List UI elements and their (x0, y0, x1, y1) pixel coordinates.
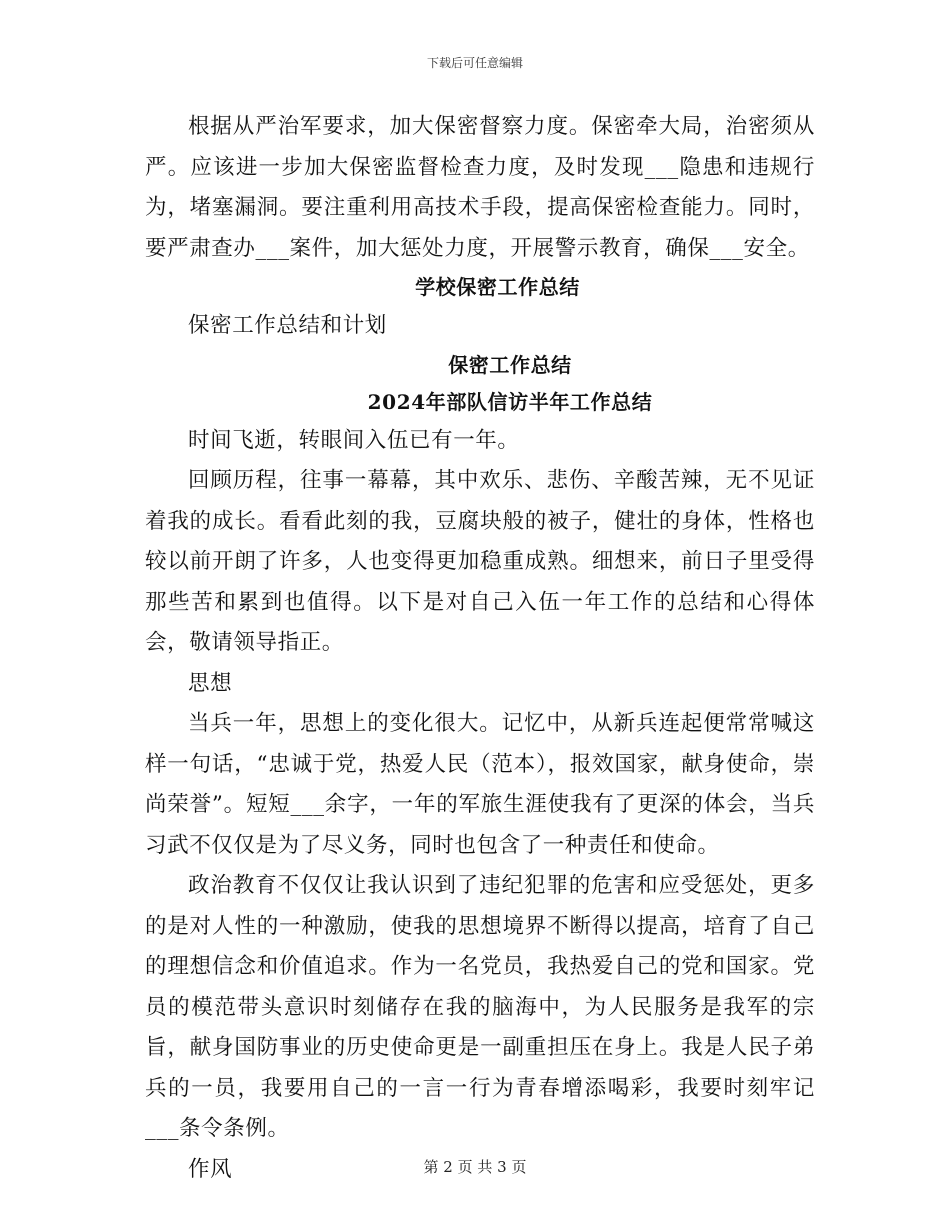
paragraph-8-style: 作风 (188, 1156, 233, 1182)
paragraph-6: 当兵一年，思想上的变化很大。记忆中，从新兵连起便常常喊这样一句话，“忠诚于党，热爱人民（范本），报效国家，献身使命，崇尚荣誉”。短短___余字，一年的军旅生涯使我有了更深的体会，当兵习武不仅仅是为了尽义务，同时也包含了一种责任和使命。 (145, 711, 815, 858)
paragraph-1: 根据从严治军要求，加大保密督察力度。保密牵大局，治密须从严。应该进一步加大保密监督检查力度，及时发现___隐患和违规行为，堵塞漏洞。要注重利用高技术手段，提高保密检查能力。同时，要严肃查办___案件，加大惩处力度，开展警示教育，确保___安全。 (145, 114, 815, 261)
section-heading-petition-summary: 2024年部队信访半年工作总结 (367, 389, 653, 414)
page-footer: 第 2 页 共 3 页 (423, 1158, 527, 1176)
page-header: 下载后可任意编辑 (426, 56, 523, 70)
paragraph-7: 政治教育不仅仅让我认识到了违纪犯罪的危害和应受惩处，更多的是对人性的一种激励，使我的思想境界不断得以提高，培育了自己的理想信念和价值追求。作为一名党员，我热爱自己的党和国家。党员的模范带头意识时刻储存在我的脑海中，为人民服务是我军的宗旨，献身国防事业的历史使命更是一副重担压在身上。我是人民子弟兵的一员，我要用自己的一言一行为青春增添喝彩，我要时刻牢记___条令条例。 (145, 873, 815, 1141)
document-body (145, 107, 815, 1190)
paragraph-5-thought: 思想 (188, 670, 233, 696)
paragraph-4: 回顾历程，往事一幕幕，其中欢乐、悲伤、辛酸苦辣，无不见证着我的成长。看看此刻的我，豆腐块般的被子，健壮的身体，性格也较以前开朗了许多，人也变得更加稳重成熟。细想来，前日子里受得那些苦和累到也值得。以下是对自己入伍一年工作的总结和心得体会，敬请领导指正。 (145, 468, 815, 655)
paragraph-3: 时间飞逝，转眼间入伍已有一年。 (188, 427, 520, 453)
section-heading-secrecy-summary: 保密工作总结 (448, 352, 572, 377)
paragraph-2: 保密工作总结和计划 (188, 313, 387, 338)
section-heading-school-secrecy: 学校保密工作总结 (415, 275, 580, 299)
